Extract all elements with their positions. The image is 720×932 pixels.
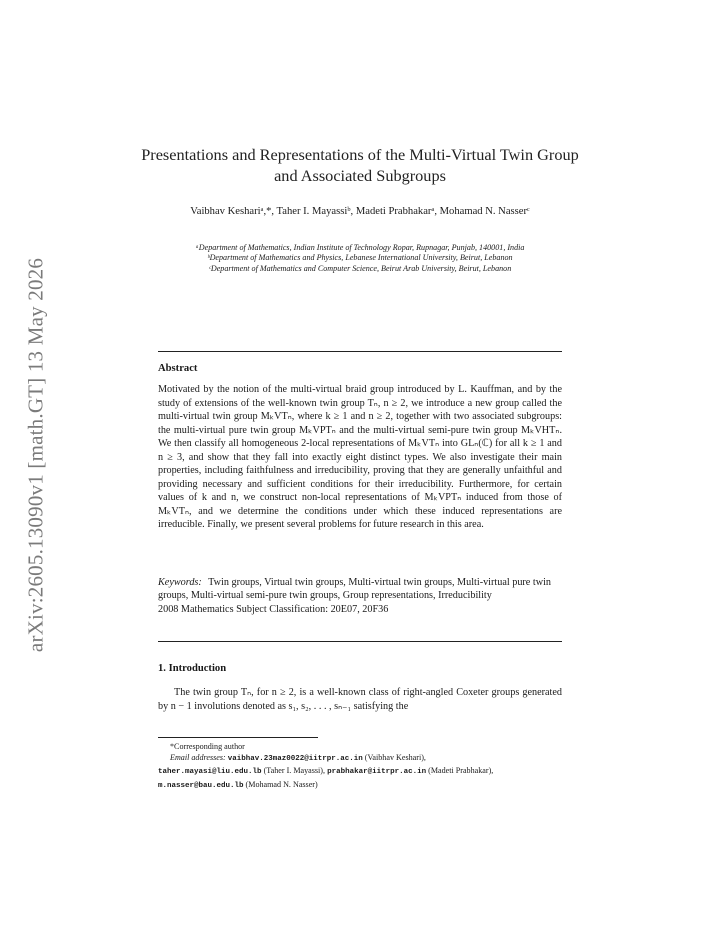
- email-owner: (Taher I. Mayassi),: [263, 766, 326, 776]
- paper-title: Presentations and Representations of the Multi-Virtual Twin Group and Associated Subgroups: [141, 145, 579, 185]
- abstract-top-rule: [158, 351, 562, 352]
- affiliation-b: ᵇDepartment of Mathematics and Physics, Lebanese International University, Beirut, Lebanon: [207, 253, 513, 263]
- arxiv-identifier-stamp[interactable]: arXiv:2605.13090v1 [math.GT] 13 May 2026: [23, 257, 48, 653]
- abstract-text: Motivated by the notion of the multi-virtual braid group introduced by L. Kauffman, and by the study of extensions of the well-known twin group Tₙ, n ≥ 2, we introduce a new group called the multi-virtual twin group MₖVTₙ, where k ≥ 1 and n ≥ 2, together with two associated subgroups: the multi-virtual pure twin group MₖVPTₙ and the multi-virtual semi-pure twin group MₖVHTₙ. We then classify all homogeneous 2-local representations of MₖVTₙ into GLₙ(ℂ) for all k ≥ 1 and n ≥ 3, and show that they fall into exactly eight distinct types. We also investigate their main properties, including faithfulness and irreducibility, proving that they are generally unfaithful and providing necessary and sufficient conditions for their irreducibility. Furthermore, for certain values of k and n, we construct non-local representations of MₖVPTₙ induced from those of MₖVTₙ, and we determine the conditions under which these induced representations are irreducible. Finally, we present several problems for future research in this area.: [158, 384, 562, 530]
- email-line-1: [158, 752, 562, 765]
- introduction-heading: 1. Introduction: [158, 663, 227, 674]
- introduction-text: The twin group Tₙ, for n ≥ 2, is a well-known class of right-angled Coxeter groups generated by n − 1 involutions denoted as s₁, s₂, . . . , sₙ₋₁ satisfying the: [158, 687, 562, 712]
- keywords-line: [158, 576, 562, 603]
- affiliations: [195, 243, 525, 274]
- email-link[interactable]: taher.mayasi@liu.edu.lb: [158, 768, 262, 777]
- email-line-2: [158, 765, 562, 791]
- email-link[interactable]: prabhakar@iitrpr.ac.in: [327, 768, 427, 777]
- author-list: Vaibhav Keshariᵃ,*, Taher I. Mayassiᵇ, Madeti Prabhakarᵃ, Mohamad N. Nasserᶜ: [190, 206, 530, 217]
- footnote-rule: [158, 737, 318, 738]
- keywords-list: Twin groups, Virtual twin groups, Multi-virtual twin groups, Multi-virtual pure twin groups, Multi-virtual semi-pure twin groups, Group representations, Irreducibility: [158, 577, 551, 602]
- keywords-block: [158, 576, 562, 616]
- email-owner: (Madeti Prabhakar),: [428, 766, 494, 776]
- footnotes: [158, 741, 562, 792]
- email-link[interactable]: m.nasser@bau.edu.lb: [158, 781, 244, 790]
- email-link[interactable]: vaibhav.23maz0022@iitrpr.ac.in: [227, 755, 363, 764]
- corresponding-author-note: *Corresponding author: [170, 742, 245, 751]
- affiliation-c: ᶜDepartment of Mathematics and Computer Science, Beirut Arab University, Beirut, Lebanon: [208, 263, 512, 273]
- keywords-label: Keywords:: [158, 577, 202, 588]
- abstract-bottom-rule: [158, 641, 562, 642]
- affiliation-a: ᵃDepartment of Mathematics, Indian Institute of Technology Ropar, Rupnagar, Punjab, 140001, India: [195, 243, 525, 252]
- email-label: Email addresses:: [170, 753, 226, 763]
- email-owner: (Vaibhav Keshari),: [364, 753, 426, 763]
- email-owner: (Mohamad N. Nasser): [245, 779, 318, 789]
- abstract-heading: Abstract: [158, 363, 198, 374]
- msc-classification: 2008 Mathematics Subject Classification: 20E07, 20F36: [158, 603, 389, 615]
